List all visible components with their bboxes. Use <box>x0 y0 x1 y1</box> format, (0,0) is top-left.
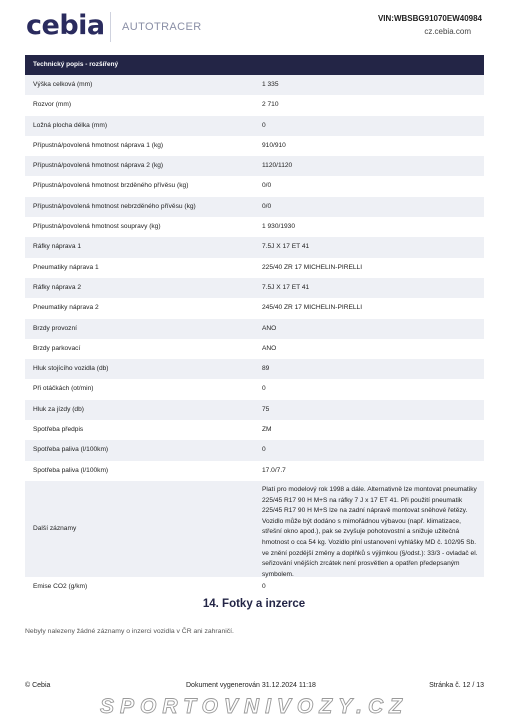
table-row <box>25 400 484 420</box>
watermark-text: SPORTOVNIVOZY.CZ <box>100 695 408 718</box>
table-row <box>25 298 484 318</box>
site-link[interactable]: cz.cebia.com <box>424 27 471 36</box>
vin-number: VIN:WBSBG91070EW40984 <box>377 14 482 23</box>
row-label: Přípustná/povolená hmotnost brzděného přívěsu (kg) <box>33 182 189 190</box>
row-label: Spotřeba předpis <box>33 426 84 434</box>
table-row <box>25 577 484 597</box>
row-label: Při otáčkách (ot/min) <box>33 385 94 393</box>
table-row <box>25 258 484 278</box>
footer-generated-date: Dokument vygenerován 31.12.2024 11:18 <box>186 682 316 689</box>
cebia-logo: cebia <box>26 10 105 41</box>
row-label: Pneumatiky náprava 2 <box>33 304 99 312</box>
row-value: 2 710 <box>262 101 279 109</box>
row-label: Spotřeba paliva (l/100km) <box>33 446 109 454</box>
row-label: Ložná plocha délka (mm) <box>33 121 108 129</box>
table-row <box>25 75 484 95</box>
row-value: 0 <box>262 121 266 129</box>
row-label: Další záznamy <box>33 524 77 532</box>
row-value: 0/0 <box>262 202 272 210</box>
row-label: Brzdy provozní <box>33 324 77 332</box>
row-value: 89 <box>262 365 270 373</box>
row-value: 1 335 <box>262 81 279 88</box>
table-row <box>25 217 484 237</box>
row-value: 75 <box>262 405 270 413</box>
table-row <box>25 461 484 481</box>
report-header <box>0 0 508 52</box>
table-row <box>25 237 484 257</box>
table-row <box>25 440 484 460</box>
footer-page-number: Stránka č. 12 / 13 <box>429 682 484 689</box>
table-row <box>25 156 484 176</box>
row-label: Přípustná/povolená hmotnost soupravy (kg) <box>33 223 161 231</box>
table-row <box>25 278 484 298</box>
table-row <box>25 176 484 196</box>
row-label: Výška celková (mm) <box>33 81 93 88</box>
row-value: Platí pro modelový rok 1998 a dále. Alternativně lze montovat pneumatiky 225/45 R17 90 H M+S na ráfky 7 J x 17 ET 41. Při použití pneumatik 225/45 R17 90 H M+S lze na zadní nápravě montovat sněhové řetězy. Vozidlo může být dodáno s mimořádnou výbavou (např. klimatizace, střešní okno apod.), pak se zvyšuje pohotovostní a snižuje užitečná hmotnost o cca 54 kg. Vozidlo plní ustanovení vyhlášky MD č. 102/95 Sb. ve znění pozdější změny a doplňků s výjimkou (§/odst.): 33/3 - ovladač el. seřizování vnějších zrcátek není prosvětlen a opatřen předepsaným symbolem. <box>262 485 478 578</box>
row-value: 7.5J X 17 ET 41 <box>262 243 310 251</box>
row-value: 225/40 ZR 17 MICHELIN-PIRELLI <box>262 263 363 271</box>
row-label: Brzdy parkovací <box>33 344 81 352</box>
row-value: 910/910 <box>262 141 286 149</box>
technical-description-table <box>25 55 484 597</box>
row-value: ANO <box>262 344 277 352</box>
table-row <box>25 319 484 339</box>
row-label: Hluk stojícího vozidla (db) <box>33 365 109 373</box>
table-row <box>25 136 484 156</box>
row-value: 0 <box>262 385 266 393</box>
row-value: ZM <box>262 426 272 434</box>
product-name: AUTOTRACER <box>122 21 202 33</box>
watermark <box>0 694 508 718</box>
table-row <box>25 116 484 136</box>
row-value: 0 <box>262 582 266 590</box>
table-row <box>25 359 484 379</box>
row-value: ANO <box>262 324 277 332</box>
row-value: 7.5J X 17 ET 41 <box>262 283 310 291</box>
row-value: 1 930/1930 <box>262 223 296 231</box>
row-label: Ráfky náprava 2 <box>33 283 82 291</box>
table-row <box>25 420 484 440</box>
row-value: 245/40 ZR 17 MICHELIN-PIRELLI <box>262 304 363 312</box>
watermark-logo <box>0 694 508 718</box>
row-label: Rozvor (mm) <box>33 101 72 109</box>
no-records-note: Nebyly nalezeny žádné záznamy o inzerci vozidla v ČR ani zahraničí. <box>25 628 234 635</box>
row-label: Ráfky náprava 1 <box>33 243 82 251</box>
row-label: Přípustná/povolená hmotnost náprava 2 (kg) <box>33 162 164 170</box>
row-label: Přípustná/povolená hmotnost nebrzděného přívěsu (kg) <box>33 202 196 210</box>
table-body <box>25 75 484 597</box>
table-row <box>25 481 484 577</box>
row-value: 1120/1120 <box>262 162 293 170</box>
row-label: Spotřeba paliva (l/100km) <box>33 466 109 474</box>
row-label: Emise CO2 (g/km) <box>33 582 88 590</box>
table-row <box>25 197 484 217</box>
table-row <box>25 339 484 359</box>
table-row <box>25 379 484 399</box>
row-label: Pneumatiky náprava 1 <box>33 263 99 271</box>
logo-divider <box>110 12 111 42</box>
table-title: Technický popis - rozšířený <box>25 55 484 75</box>
section-title: 14. Fotky a inzerce <box>202 598 306 610</box>
row-label: Přípustná/povolená hmotnost náprava 1 (kg) <box>33 141 164 149</box>
row-value: 0/0 <box>262 182 272 190</box>
row-label: Hluk za jízdy (db) <box>33 405 84 413</box>
row-value: 0 <box>262 446 266 454</box>
table-row <box>25 95 484 115</box>
row-value: 17.0/7.7 <box>262 466 286 474</box>
footer-copyright: © Cebia <box>25 682 51 689</box>
